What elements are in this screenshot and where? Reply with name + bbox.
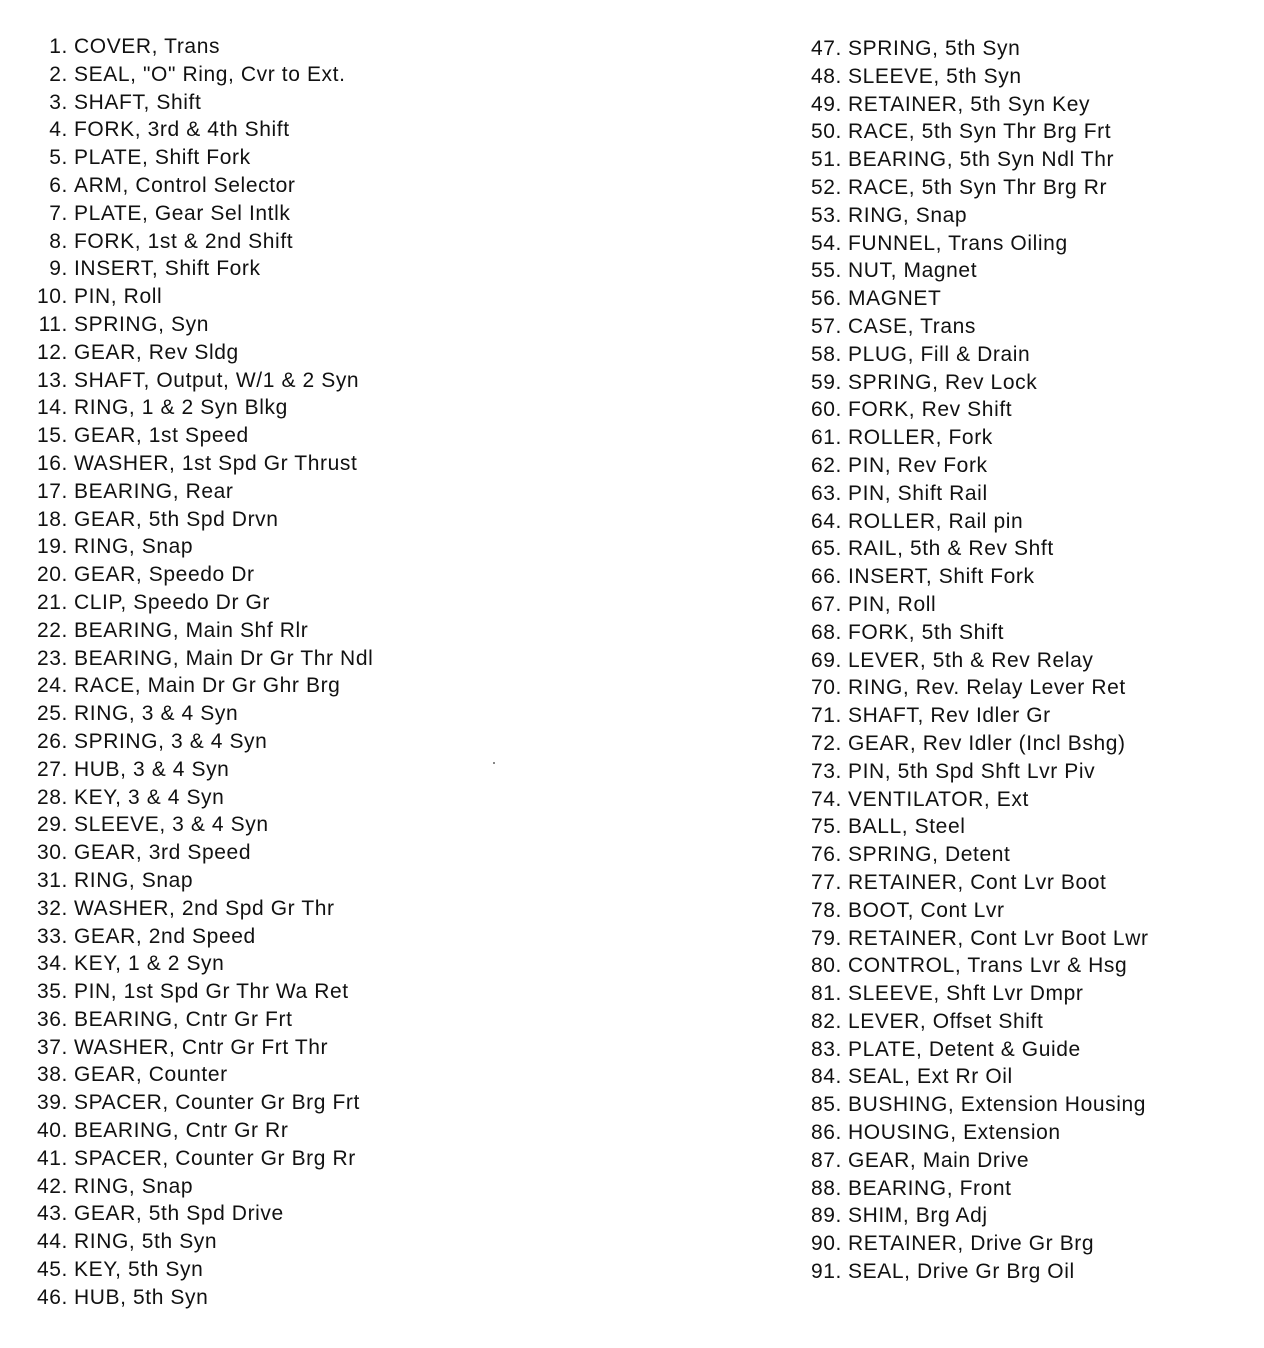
parts-list-item: [800, 980, 1260, 1008]
parts-list-item: [30, 228, 750, 256]
scan-speck: [493, 762, 495, 764]
parts-list-item: [800, 897, 1260, 925]
item-description: KEY, 5th Syn: [74, 1258, 204, 1282]
parts-list-item: [30, 89, 750, 117]
item-number: 63.: [811, 481, 842, 505]
parts-list-item: [30, 506, 750, 534]
item-number: 67.: [811, 592, 842, 616]
item-description: INSERT, Shift Fork: [848, 565, 1035, 589]
item-number: 80.: [811, 954, 842, 978]
item-description: SPRING, Rev Lock: [848, 370, 1038, 394]
item-description: ROLLER, Fork: [848, 426, 993, 450]
item-number: 7.: [49, 201, 68, 225]
parts-list-item: [30, 394, 750, 422]
item-number: 17.: [37, 479, 68, 503]
item-number: 61.: [811, 426, 842, 450]
parts-list-item: [800, 1230, 1260, 1258]
item-description: SPACER, Counter Gr Brg Frt: [74, 1091, 360, 1115]
item-description: SEAL, Drive Gr Brg Oil: [848, 1260, 1075, 1284]
item-description: SHAFT, Output, W/1 & 2 Syn: [74, 368, 360, 392]
parts-list-item: [800, 619, 1260, 647]
parts-list-item: [30, 1145, 750, 1173]
item-number: 41.: [37, 1146, 68, 1170]
item-number: 21.: [37, 590, 68, 614]
item-description: SHAFT, Shift: [74, 90, 202, 114]
item-description: SLEEVE, 5th Syn: [848, 64, 1022, 88]
parts-list-item: [30, 561, 750, 589]
item-description: PIN, Shift Rail: [848, 481, 988, 505]
item-description: SHAFT, Rev Idler Gr: [848, 704, 1051, 728]
item-number: 24.: [37, 674, 68, 698]
item-number: 42.: [37, 1174, 68, 1198]
item-description: COVER, Trans: [74, 35, 221, 58]
item-description: GEAR, 5th Spd Drive: [74, 1202, 284, 1226]
parts-list-item: [800, 480, 1260, 508]
item-number: 29.: [37, 813, 68, 837]
item-description: BUSHING, Extension Housing: [848, 1093, 1147, 1117]
item-number: 16.: [37, 451, 68, 475]
parts-list-item: [800, 1147, 1260, 1175]
item-number: 88.: [811, 1176, 842, 1200]
item-number: 62.: [811, 453, 842, 477]
item-number: 69.: [811, 648, 842, 672]
item-description: SPACER, Counter Gr Brg Rr: [74, 1146, 356, 1170]
parts-list-item: [30, 116, 750, 144]
parts-list-item: [800, 1175, 1260, 1203]
parts-list-item: [30, 700, 750, 728]
item-description: GEAR, 5th Spd Drvn: [74, 507, 279, 531]
parts-list-item: [30, 144, 750, 172]
parts-list-item: [30, 200, 750, 228]
parts-list-item: [800, 1119, 1260, 1147]
item-description: BEARING, Cntr Gr Frt: [74, 1007, 293, 1031]
parts-list-item: [30, 533, 750, 561]
item-description: MAGNET: [848, 287, 942, 311]
item-description: PLATE, Shift Fork: [74, 146, 251, 170]
item-description: KEY, 1 & 2 Syn: [74, 952, 225, 976]
parts-list-item: [800, 1063, 1260, 1091]
parts-list-item: [800, 396, 1260, 424]
item-description: RING, 5th Syn: [74, 1230, 218, 1254]
item-number: 37.: [37, 1035, 68, 1059]
item-number: 5.: [49, 146, 68, 170]
item-number: 91.: [811, 1260, 842, 1284]
item-number: 10.: [37, 285, 68, 309]
item-number: 84.: [811, 1065, 842, 1089]
item-description: GEAR, Main Drive: [848, 1148, 1030, 1172]
item-number: 2.: [49, 62, 68, 86]
item-number: 32.: [37, 896, 68, 920]
item-description: CLIP, Speedo Dr Gr: [74, 590, 271, 614]
parts-list-item: [30, 1200, 750, 1228]
item-description: PLATE, Detent & Guide: [848, 1037, 1081, 1061]
parts-list-item: [30, 1061, 750, 1089]
item-number: 35.: [37, 980, 68, 1004]
parts-list-item: [800, 869, 1260, 897]
parts-list-item: [30, 172, 750, 200]
item-description: RACE, Main Dr Gr Ghr Brg: [74, 674, 341, 698]
parts-list-item: [800, 925, 1260, 953]
item-number: 72.: [811, 731, 842, 755]
item-number: 58.: [811, 342, 842, 366]
item-number: 39.: [37, 1091, 68, 1115]
parts-list-item: [800, 647, 1260, 675]
parts-list-item: [30, 311, 750, 339]
parts-list-item: [30, 1228, 750, 1256]
item-number: 68.: [811, 620, 842, 644]
item-number: 6.: [49, 173, 68, 197]
item-description: RAIL, 5th & Rev Shft: [848, 537, 1054, 561]
item-description: WASHER, 1st Spd Gr Thrust: [74, 451, 358, 475]
parts-list-item: [30, 61, 750, 89]
parts-list-item: [800, 230, 1260, 258]
parts-list-item: [800, 563, 1260, 591]
parts-list-item: [30, 784, 750, 812]
parts-list-left-column: [30, 33, 750, 1312]
item-number: 23.: [37, 646, 68, 670]
item-number: 73.: [811, 759, 842, 783]
item-description: BEARING, 5th Syn Ndl Thr: [848, 148, 1115, 172]
item-description: GEAR, Rev Idler (Incl Bshg): [848, 731, 1126, 755]
parts-list-item: [800, 1258, 1260, 1286]
item-number: 25.: [37, 702, 68, 726]
item-description: BALL, Steel: [848, 815, 966, 839]
parts-list-item: [30, 1117, 750, 1145]
item-number: 14.: [37, 396, 68, 420]
item-number: 43.: [37, 1202, 68, 1226]
item-number: 70.: [811, 676, 842, 700]
item-number: 46.: [37, 1285, 68, 1309]
item-description: PIN, Rev Fork: [848, 453, 988, 477]
item-number: 75.: [811, 815, 842, 839]
parts-list-right-column: [800, 35, 1260, 1286]
item-number: 3.: [49, 90, 68, 114]
parts-list-item: [30, 283, 750, 311]
parts-list-item: [800, 535, 1260, 563]
item-number: 15.: [37, 424, 68, 448]
item-description: LEVER, 5th & Rev Relay: [848, 648, 1094, 672]
parts-list-item: [800, 952, 1260, 980]
item-number: 78.: [811, 898, 842, 922]
parts-list-item: [30, 672, 750, 700]
item-description: PIN, 5th Spd Shft Lvr Piv: [848, 759, 1096, 783]
item-description: BEARING, Cntr Gr Rr: [74, 1119, 289, 1143]
item-description: SPRING, Detent: [848, 843, 1011, 867]
item-description: RING, 1 & 2 Syn Blkg: [74, 396, 288, 420]
parts-list-item: [30, 33, 750, 61]
parts-list-item: [30, 756, 750, 784]
parts-list-item: [800, 730, 1260, 758]
parts-list-item: [800, 35, 1260, 63]
item-number: 51.: [811, 148, 842, 172]
item-description: NUT, Magnet: [848, 259, 978, 283]
item-description: FORK, 3rd & 4th Shift: [74, 118, 290, 142]
parts-list-item: [800, 508, 1260, 536]
item-number: 76.: [811, 843, 842, 867]
item-number: 89.: [811, 1204, 842, 1228]
parts-list-item: [30, 1034, 750, 1062]
item-description: RING, Snap: [74, 868, 194, 892]
item-description: WASHER, Cntr Gr Frt Thr: [74, 1035, 329, 1059]
item-description: HOUSING, Extension: [848, 1121, 1061, 1145]
item-description: RETAINER, Cont Lvr Boot Lwr: [848, 926, 1149, 950]
parts-list-item: [30, 978, 750, 1006]
parts-list-item: [30, 589, 750, 617]
item-description: RING, Snap: [74, 1174, 194, 1198]
item-description: BEARING, Main Shf Rlr: [74, 618, 309, 642]
item-description: BEARING, Rear: [74, 479, 234, 503]
parts-list-item: [30, 1006, 750, 1034]
item-number: 82.: [811, 1009, 842, 1033]
parts-list-item: [800, 674, 1260, 702]
parts-list-item: [800, 63, 1260, 91]
item-description: GEAR, Speedo Dr: [74, 563, 255, 587]
item-description: PIN, 1st Spd Gr Thr Wa Ret: [74, 980, 349, 1004]
parts-list-item: [30, 811, 750, 839]
item-description: HUB, 3 & 4 Syn: [74, 757, 230, 781]
item-description: SHIM, Brg Adj: [848, 1204, 988, 1228]
parts-list-item: [30, 1173, 750, 1201]
item-number: 86.: [811, 1121, 842, 1145]
item-number: 18.: [37, 507, 68, 531]
parts-list-item: [30, 617, 750, 645]
item-number: 9.: [49, 257, 68, 281]
parts-list-item: [800, 118, 1260, 146]
item-number: 8.: [49, 229, 68, 253]
item-description: WASHER, 2nd Spd Gr Thr: [74, 896, 335, 920]
item-description: CONTROL, Trans Lvr & Hsg: [848, 954, 1128, 978]
item-description: RETAINER, 5th Syn Key: [848, 92, 1091, 116]
item-number: 26.: [37, 729, 68, 753]
item-number: 49.: [811, 92, 842, 116]
item-description: INSERT, Shift Fork: [74, 257, 261, 281]
item-number: 47.: [811, 37, 842, 60]
parts-list-item: [800, 1202, 1260, 1230]
item-description: KEY, 3 & 4 Syn: [74, 785, 225, 809]
item-number: 36.: [37, 1007, 68, 1031]
item-description: PLUG, Fill & Drain: [848, 342, 1031, 366]
parts-list-item: [30, 367, 750, 395]
item-description: ARM, Control Selector: [74, 173, 296, 197]
item-description: RETAINER, Drive Gr Brg: [848, 1232, 1095, 1256]
parts-list-item: [800, 786, 1260, 814]
parts-list-item: [800, 452, 1260, 480]
item-description: GEAR, Counter: [74, 1063, 228, 1087]
item-number: 52.: [811, 175, 842, 199]
item-description: FUNNEL, Trans Oiling: [848, 231, 1068, 255]
item-description: RING, Snap: [848, 203, 968, 227]
parts-list-item: [30, 255, 750, 283]
item-number: 20.: [37, 563, 68, 587]
item-number: 12.: [37, 340, 68, 364]
item-number: 53.: [811, 203, 842, 227]
parts-list-item: [30, 867, 750, 895]
parts-list-item: [30, 645, 750, 673]
parts-list-item: [30, 339, 750, 367]
item-number: 19.: [37, 535, 68, 559]
item-number: 4.: [49, 118, 68, 142]
item-description: RING, 3 & 4 Syn: [74, 702, 239, 726]
parts-list-item: [30, 1284, 750, 1312]
item-description: RETAINER, Cont Lvr Boot: [848, 870, 1107, 894]
parts-list-item: [30, 728, 750, 756]
item-description: PIN, Roll: [848, 592, 937, 616]
parts-list-item: [800, 424, 1260, 452]
item-number: 85.: [811, 1093, 842, 1117]
parts-list-item: [800, 1091, 1260, 1119]
item-number: 28.: [37, 785, 68, 809]
item-description: FORK, 1st & 2nd Shift: [74, 229, 294, 253]
parts-list-item: [800, 202, 1260, 230]
item-description: GEAR, Rev Sldg: [74, 340, 239, 364]
item-number: 87.: [811, 1148, 842, 1172]
parts-list-item: [800, 313, 1260, 341]
parts-list-item: [30, 450, 750, 478]
item-description: SPRING, 5th Syn: [848, 37, 1021, 60]
parts-list-item: [800, 841, 1260, 869]
parts-list-item: [800, 1008, 1260, 1036]
item-number: 83.: [811, 1037, 842, 1061]
item-number: 27.: [37, 757, 68, 781]
parts-list-item: [30, 422, 750, 450]
item-description: CASE, Trans: [848, 314, 976, 338]
parts-list-item: [30, 895, 750, 923]
item-number: 33.: [37, 924, 68, 948]
item-number: 64.: [811, 509, 842, 533]
item-description: PIN, Roll: [74, 285, 163, 309]
parts-list-item: [30, 1256, 750, 1284]
item-number: 38.: [37, 1063, 68, 1087]
item-number: 48.: [811, 64, 842, 88]
item-number: 13.: [37, 368, 68, 392]
parts-list-item: [800, 758, 1260, 786]
item-description: BEARING, Main Dr Gr Thr Ndl: [74, 646, 374, 670]
item-number: 30.: [37, 841, 68, 865]
item-number: 34.: [37, 952, 68, 976]
parts-list-item: [30, 478, 750, 506]
item-description: FORK, 5th Shift: [848, 620, 1005, 644]
item-number: 31.: [37, 868, 68, 892]
item-description: SEAL, "O" Ring, Cvr to Ext.: [74, 62, 346, 86]
item-number: 66.: [811, 565, 842, 589]
parts-list-item: [800, 702, 1260, 730]
item-number: 54.: [811, 231, 842, 255]
item-description: FORK, Rev Shift: [848, 398, 1013, 422]
parts-list-item: [800, 341, 1260, 369]
item-number: 59.: [811, 370, 842, 394]
item-number: 56.: [811, 287, 842, 311]
item-number: 11.: [38, 312, 68, 336]
item-description: GEAR, 3rd Speed: [74, 841, 252, 865]
item-description: ROLLER, Rail pin: [848, 509, 1024, 533]
item-number: 77.: [811, 870, 842, 894]
item-description: RACE, 5th Syn Thr Brg Frt: [848, 120, 1112, 144]
item-number: 90.: [811, 1232, 842, 1256]
item-number: 81.: [811, 982, 842, 1006]
item-description: GEAR, 1st Speed: [74, 424, 249, 448]
item-description: HUB, 5th Syn: [74, 1285, 209, 1309]
item-description: SPRING, Syn: [74, 312, 209, 336]
item-number: 71.: [811, 704, 842, 728]
item-description: SPRING, 3 & 4 Syn: [74, 729, 268, 753]
item-number: 55.: [811, 259, 842, 283]
item-number: 60.: [811, 398, 842, 422]
item-number: 50.: [811, 120, 842, 144]
parts-list-item: [30, 950, 750, 978]
item-description: LEVER, Offset Shift: [848, 1009, 1044, 1033]
item-number: 44.: [37, 1230, 68, 1254]
parts-list-item: [800, 285, 1260, 313]
parts-list-item: [800, 591, 1260, 619]
item-description: RING, Rev. Relay Lever Ret: [848, 676, 1126, 700]
item-description: PLATE, Gear Sel Intlk: [74, 201, 291, 225]
parts-list-item: [800, 1036, 1260, 1064]
parts-list-item: [800, 369, 1260, 397]
parts-list-item: [30, 923, 750, 951]
item-number: 45.: [37, 1258, 68, 1282]
item-number: 65.: [811, 537, 842, 561]
item-number: 57.: [811, 314, 842, 338]
item-number: 74.: [811, 787, 842, 811]
parts-list-item: [800, 91, 1260, 119]
item-description: VENTILATOR, Ext: [848, 787, 1029, 811]
item-description: BOOT, Cont Lvr: [848, 898, 1005, 922]
item-description: BEARING, Front: [848, 1176, 1012, 1200]
item-number: 79.: [811, 926, 842, 950]
parts-list-item: [30, 1089, 750, 1117]
item-description: RING, Snap: [74, 535, 194, 559]
parts-list-item: [800, 813, 1260, 841]
item-number: 22.: [37, 618, 68, 642]
item-description: SEAL, Ext Rr Oil: [848, 1065, 1013, 1089]
parts-list-item: [800, 146, 1260, 174]
parts-list-item: [800, 174, 1260, 202]
item-description: RACE, 5th Syn Thr Brg Rr: [848, 175, 1108, 199]
item-number: 40.: [37, 1119, 68, 1143]
parts-list-item: [30, 839, 750, 867]
item-number: 1.: [49, 35, 68, 58]
item-description: SLEEVE, Shft Lvr Dmpr: [848, 982, 1084, 1006]
item-description: GEAR, 2nd Speed: [74, 924, 256, 948]
item-description: SLEEVE, 3 & 4 Syn: [74, 813, 269, 837]
parts-list-item: [800, 257, 1260, 285]
